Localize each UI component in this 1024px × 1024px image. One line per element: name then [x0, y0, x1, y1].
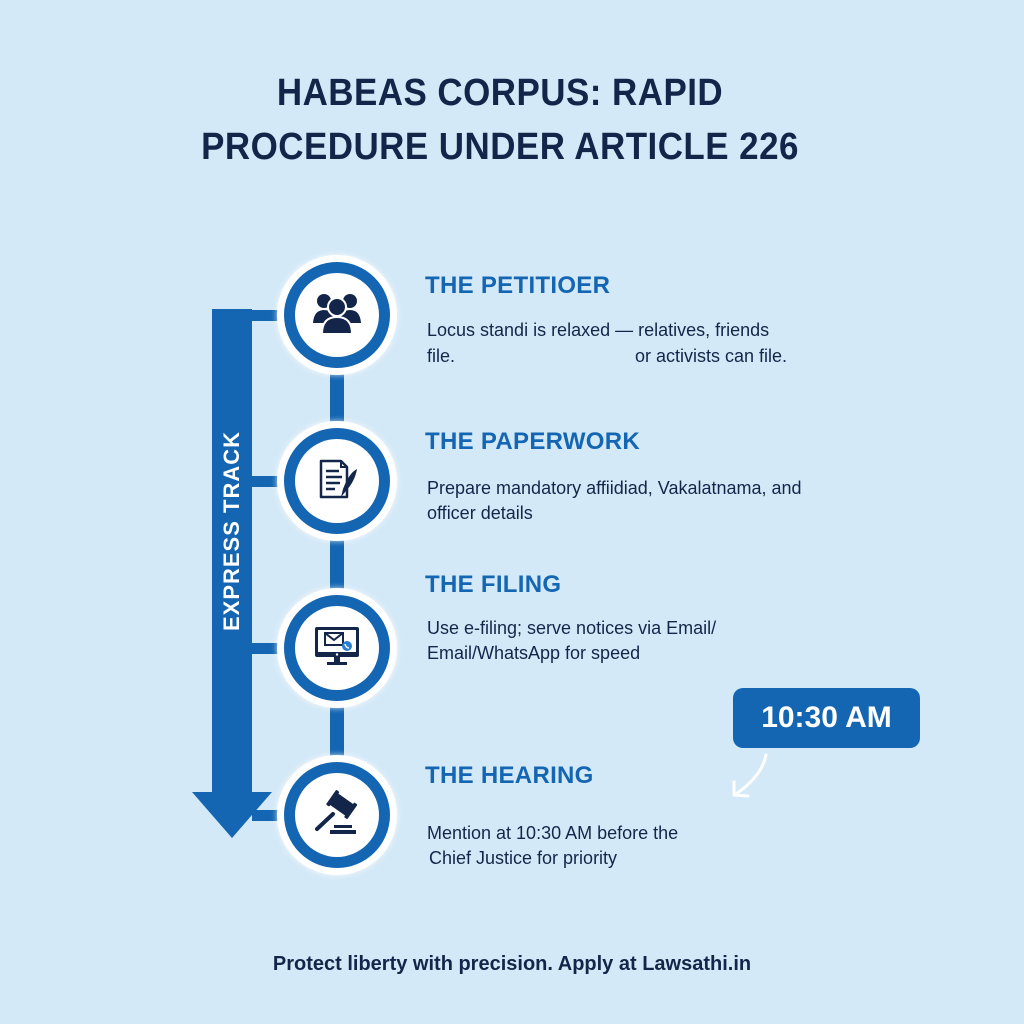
- connector-line: [330, 707, 344, 757]
- step-node-filing: [277, 588, 397, 708]
- monitor-email-icon: [312, 624, 362, 673]
- time-badge: 10:30 AM: [733, 688, 920, 748]
- page-title: [40, 66, 960, 174]
- step-desc-filing-line2: Email/WhatsApp for speed: [427, 643, 641, 663]
- gavel-icon: [312, 789, 362, 842]
- step-title-petitioner: THE PETITIOER: [425, 272, 611, 299]
- step-node-petitioner: [277, 255, 397, 375]
- title-line-2: PROCEDURE UNDER ARTICLE 226: [201, 126, 799, 168]
- title-line-1: HABEAS CORPUS: RAPID: [276, 72, 724, 114]
- step-title-hearing: THE HEARING: [425, 762, 594, 789]
- people-group-icon: [312, 291, 362, 340]
- step-title-filing: THE FILING: [425, 571, 562, 598]
- curved-arrow-icon: [726, 752, 776, 807]
- step-desc-petitioner-line1: Locus standi is relaxed — relatives, friends: [427, 320, 770, 340]
- step-desc-filing-line1: Use e-filing; serve notices via Email/: [427, 618, 717, 638]
- step-desc-petitioner-line2a: file.: [427, 346, 456, 366]
- step-title-paperwork: THE PAPERWORK: [425, 428, 641, 455]
- step-desc-hearing-line1: Mention at 10:30 AM before the: [427, 823, 679, 843]
- connector-line: [330, 374, 344, 424]
- step-node-hearing: [277, 755, 397, 875]
- step-desc-paperwork-line2: officer details: [427, 503, 533, 523]
- footer-cta: Protect liberty with precision. Apply at Lawsathi.in: [272, 953, 752, 975]
- connector-line: [330, 540, 344, 590]
- express-track-label: EXPRESS TRACK: [219, 430, 244, 632]
- step-desc-petitioner-line2b: or activists can file.: [635, 346, 788, 366]
- document-quill-icon: [313, 455, 361, 508]
- step-desc-hearing-line2: Chief Justice for priority: [429, 848, 618, 868]
- step-node-paperwork: [277, 421, 397, 541]
- step-desc-paperwork-line1: Prepare mandatory affiidiad, Vakalatnama, and: [427, 478, 802, 498]
